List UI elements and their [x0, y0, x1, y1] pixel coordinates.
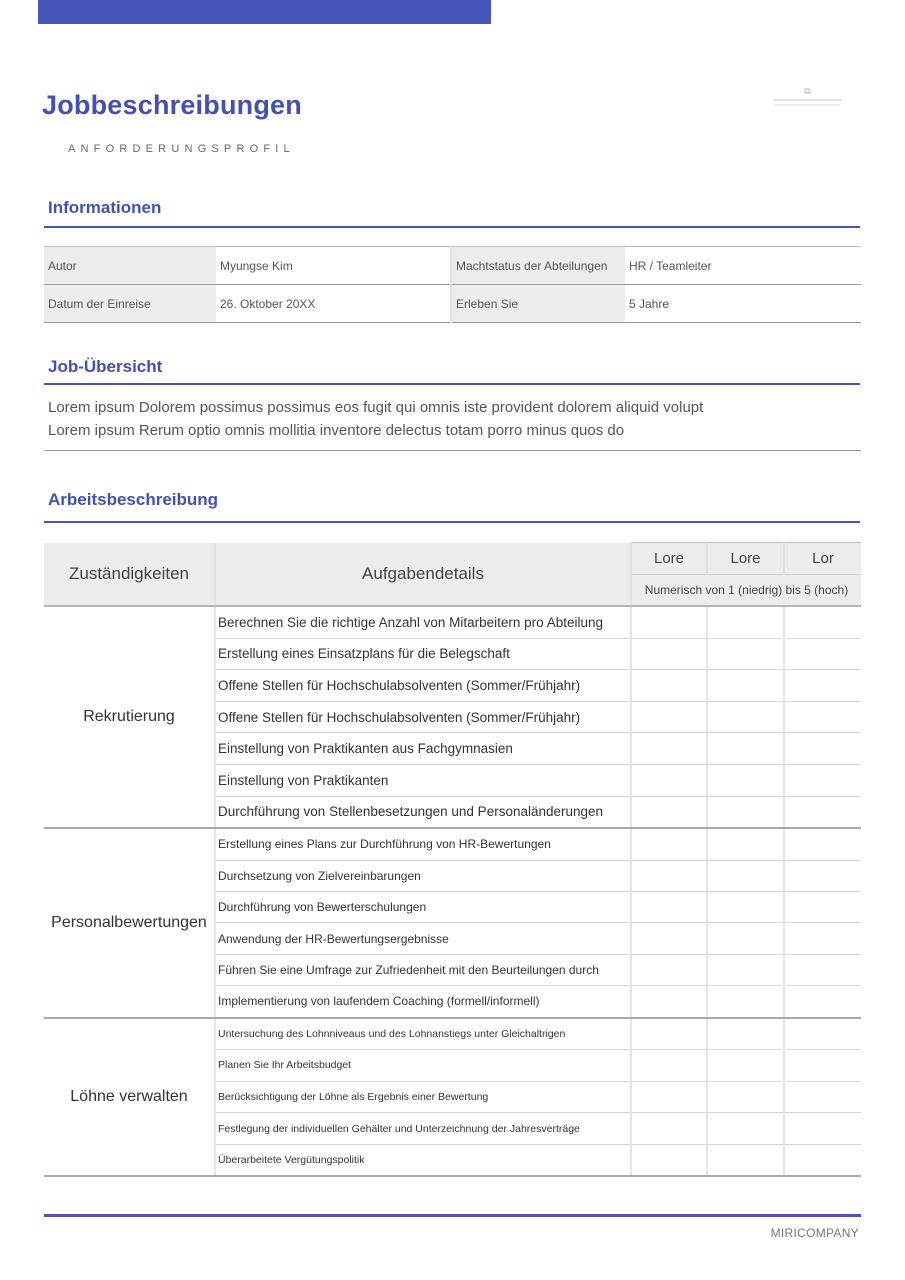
footer-divider: [44, 1214, 861, 1217]
experience-value: 5 Jahre: [625, 285, 861, 323]
rating-cell[interactable]: [631, 1081, 707, 1113]
category-performance-reviews: Personalbewertungen: [44, 828, 215, 1017]
rating-cell[interactable]: [784, 1081, 861, 1113]
rating-cell[interactable]: [631, 1113, 707, 1145]
table-row: [44, 1018, 861, 1050]
rating-cell[interactable]: [707, 1050, 784, 1082]
section-divider: [44, 383, 860, 385]
section-divider: [44, 450, 861, 451]
rating-cell[interactable]: [784, 1050, 861, 1082]
task-cell: Erstellung eines Plans zur Durchführung von HR-Bewertungen: [215, 828, 631, 860]
task-cell: Einstellung von Praktikanten aus Fachgymnasien: [215, 733, 631, 765]
rating-cell[interactable]: [784, 1113, 861, 1145]
overview-line: Lorem ipsum Dolorem possimus possimus eos fugit qui omnis iste provident dolorem aliquid volupt: [48, 399, 704, 416]
rating-cell[interactable]: [707, 954, 784, 985]
rating-cell[interactable]: [784, 828, 861, 860]
rating-cell[interactable]: [707, 796, 784, 828]
rating-cell[interactable]: [631, 1018, 707, 1050]
rating-cell[interactable]: [707, 606, 784, 638]
rating-cell[interactable]: [707, 1144, 784, 1176]
rating-cell[interactable]: [707, 860, 784, 891]
rating-column-header: Lore: [707, 543, 784, 575]
document-logo-icon: ⧉: [804, 86, 811, 96]
entry-date-value: 26. Oktober 20XX: [216, 285, 451, 323]
footer-company: MIRICOMPANY: [770, 1226, 859, 1240]
category-wage-management: Löhne verwalten: [44, 1018, 215, 1177]
rating-cell[interactable]: [631, 796, 707, 828]
rating-cell[interactable]: [784, 764, 861, 796]
entry-date-label: Datum der Einreise: [44, 285, 216, 323]
rating-cell[interactable]: [631, 954, 707, 985]
task-cell: Festlegung der individuellen Gehälter und Unterzeichnung der Jahresverträge: [215, 1113, 631, 1145]
work-description-table: [44, 542, 861, 1177]
rating-cell[interactable]: [707, 1113, 784, 1145]
rating-cell[interactable]: [631, 1144, 707, 1176]
task-cell: Berechnen Sie die richtige Anzahl von Mitarbeitern pro Abteilung: [215, 606, 631, 638]
author-label: Autor: [44, 247, 216, 285]
rating-cell[interactable]: [784, 954, 861, 985]
task-cell: Berücksichtigung der Löhne als Ergebnis einer Bewertung: [215, 1081, 631, 1113]
rating-cell[interactable]: [631, 923, 707, 954]
rating-cell[interactable]: [784, 1144, 861, 1176]
rating-cell[interactable]: [784, 796, 861, 828]
task-cell: Durchführung von Stellenbesetzungen und Personaländerungen: [215, 796, 631, 828]
task-cell: Untersuchung des Lohnniveaus und des Lohnanstiegs unter Gleichaltrigen: [215, 1018, 631, 1050]
info-table: [44, 246, 861, 323]
logo-text-line: [773, 99, 842, 101]
section-divider: [44, 226, 860, 228]
company-logo: [765, 86, 850, 114]
rating-cell[interactable]: [707, 764, 784, 796]
rating-cell[interactable]: [631, 733, 707, 765]
info-row: [44, 285, 861, 323]
rating-cell[interactable]: [707, 891, 784, 922]
rating-cell[interactable]: [784, 1018, 861, 1050]
table-row: [44, 828, 861, 860]
task-cell: Erstellung eines Einsatzplans für die Belegschaft: [215, 638, 631, 670]
rating-cell[interactable]: [784, 670, 861, 702]
responsibilities-header: Zuständigkeiten: [44, 543, 215, 607]
page-subtitle: ANFORDERUNGSPROFIL: [68, 143, 295, 155]
rating-cell[interactable]: [707, 733, 784, 765]
rating-cell[interactable]: [631, 986, 707, 1018]
rating-cell[interactable]: [784, 638, 861, 670]
task-cell: Offene Stellen für Hochschulabsolventen (Sommer/Frühjahr): [215, 670, 631, 702]
section-divider: [44, 521, 860, 523]
rating-cell[interactable]: [631, 670, 707, 702]
rating-cell[interactable]: [707, 670, 784, 702]
rating-cell[interactable]: [707, 701, 784, 733]
rating-cell[interactable]: [631, 891, 707, 922]
rating-scale-note: Numerisch von 1 (niedrig) bis 5 (hoch): [631, 575, 861, 607]
rating-cell[interactable]: [707, 923, 784, 954]
info-section-title: Informationen: [48, 198, 162, 217]
overview-section-title: Job-Übersicht: [48, 357, 163, 376]
rating-cell[interactable]: [707, 828, 784, 860]
rating-cell[interactable]: [631, 606, 707, 638]
rating-cell[interactable]: [631, 828, 707, 860]
task-cell: Führen Sie eine Umfrage zur Zufriedenheit mit den Beurteilungen durch: [215, 954, 631, 985]
page-title: Jobbeschreibungen: [42, 90, 302, 120]
rating-cell[interactable]: [784, 733, 861, 765]
rating-cell[interactable]: [707, 986, 784, 1018]
rating-cell[interactable]: [631, 638, 707, 670]
task-cell: Durchsetzung von Zielvereinbarungen: [215, 860, 631, 891]
table-row: [44, 606, 861, 638]
overview-line: Lorem ipsum Rerum optio omnis mollitia inventore delectus totam porro minus quos do: [48, 422, 625, 439]
job-overview-text: [48, 396, 828, 442]
task-cell: Durchführung von Bewerterschulungen: [215, 891, 631, 922]
info-row: [44, 247, 861, 285]
author-value: Myungse Kim: [216, 247, 451, 285]
rating-cell[interactable]: [707, 1018, 784, 1050]
task-cell: Überarbeitete Vergütungspolitik: [215, 1144, 631, 1176]
rating-column-header: Lore: [631, 543, 707, 575]
logo-text-line: [775, 104, 840, 106]
department-status-value: HR / Teamleiter: [625, 247, 861, 285]
rating-cell[interactable]: [631, 764, 707, 796]
task-cell: Implementierung von laufendem Coaching (formell/informell): [215, 986, 631, 1018]
task-details-header: Aufgabendetails: [215, 543, 631, 607]
rating-cell[interactable]: [631, 701, 707, 733]
task-cell: Anwendung der HR-Bewertungsergebnisse: [215, 923, 631, 954]
department-status-label: Machtstatus der Abteilungen: [451, 247, 625, 285]
category-recruitment: Rekrutierung: [44, 606, 215, 828]
work-section-title: Arbeitsbeschreibung: [48, 490, 219, 509]
top-accent-bar: [38, 0, 491, 24]
task-cell: Einstellung von Praktikanten: [215, 764, 631, 796]
rating-cell[interactable]: [784, 923, 861, 954]
rating-cell[interactable]: [631, 860, 707, 891]
rating-cell[interactable]: [784, 606, 861, 638]
experience-label: Erleben Sie: [451, 285, 625, 323]
rating-cell[interactable]: [784, 860, 861, 891]
task-cell: Offene Stellen für Hochschulabsolventen (Sommer/Frühjahr): [215, 701, 631, 733]
rating-cell[interactable]: [631, 1050, 707, 1082]
rating-cell[interactable]: [707, 1081, 784, 1113]
rating-cell[interactable]: [707, 638, 784, 670]
rating-cell[interactable]: [784, 986, 861, 1018]
rating-cell[interactable]: [784, 701, 861, 733]
task-cell: Planen Sie Ihr Arbeitsbudget: [215, 1050, 631, 1082]
rating-cell[interactable]: [784, 891, 861, 922]
rating-column-header: Lor: [784, 543, 861, 575]
